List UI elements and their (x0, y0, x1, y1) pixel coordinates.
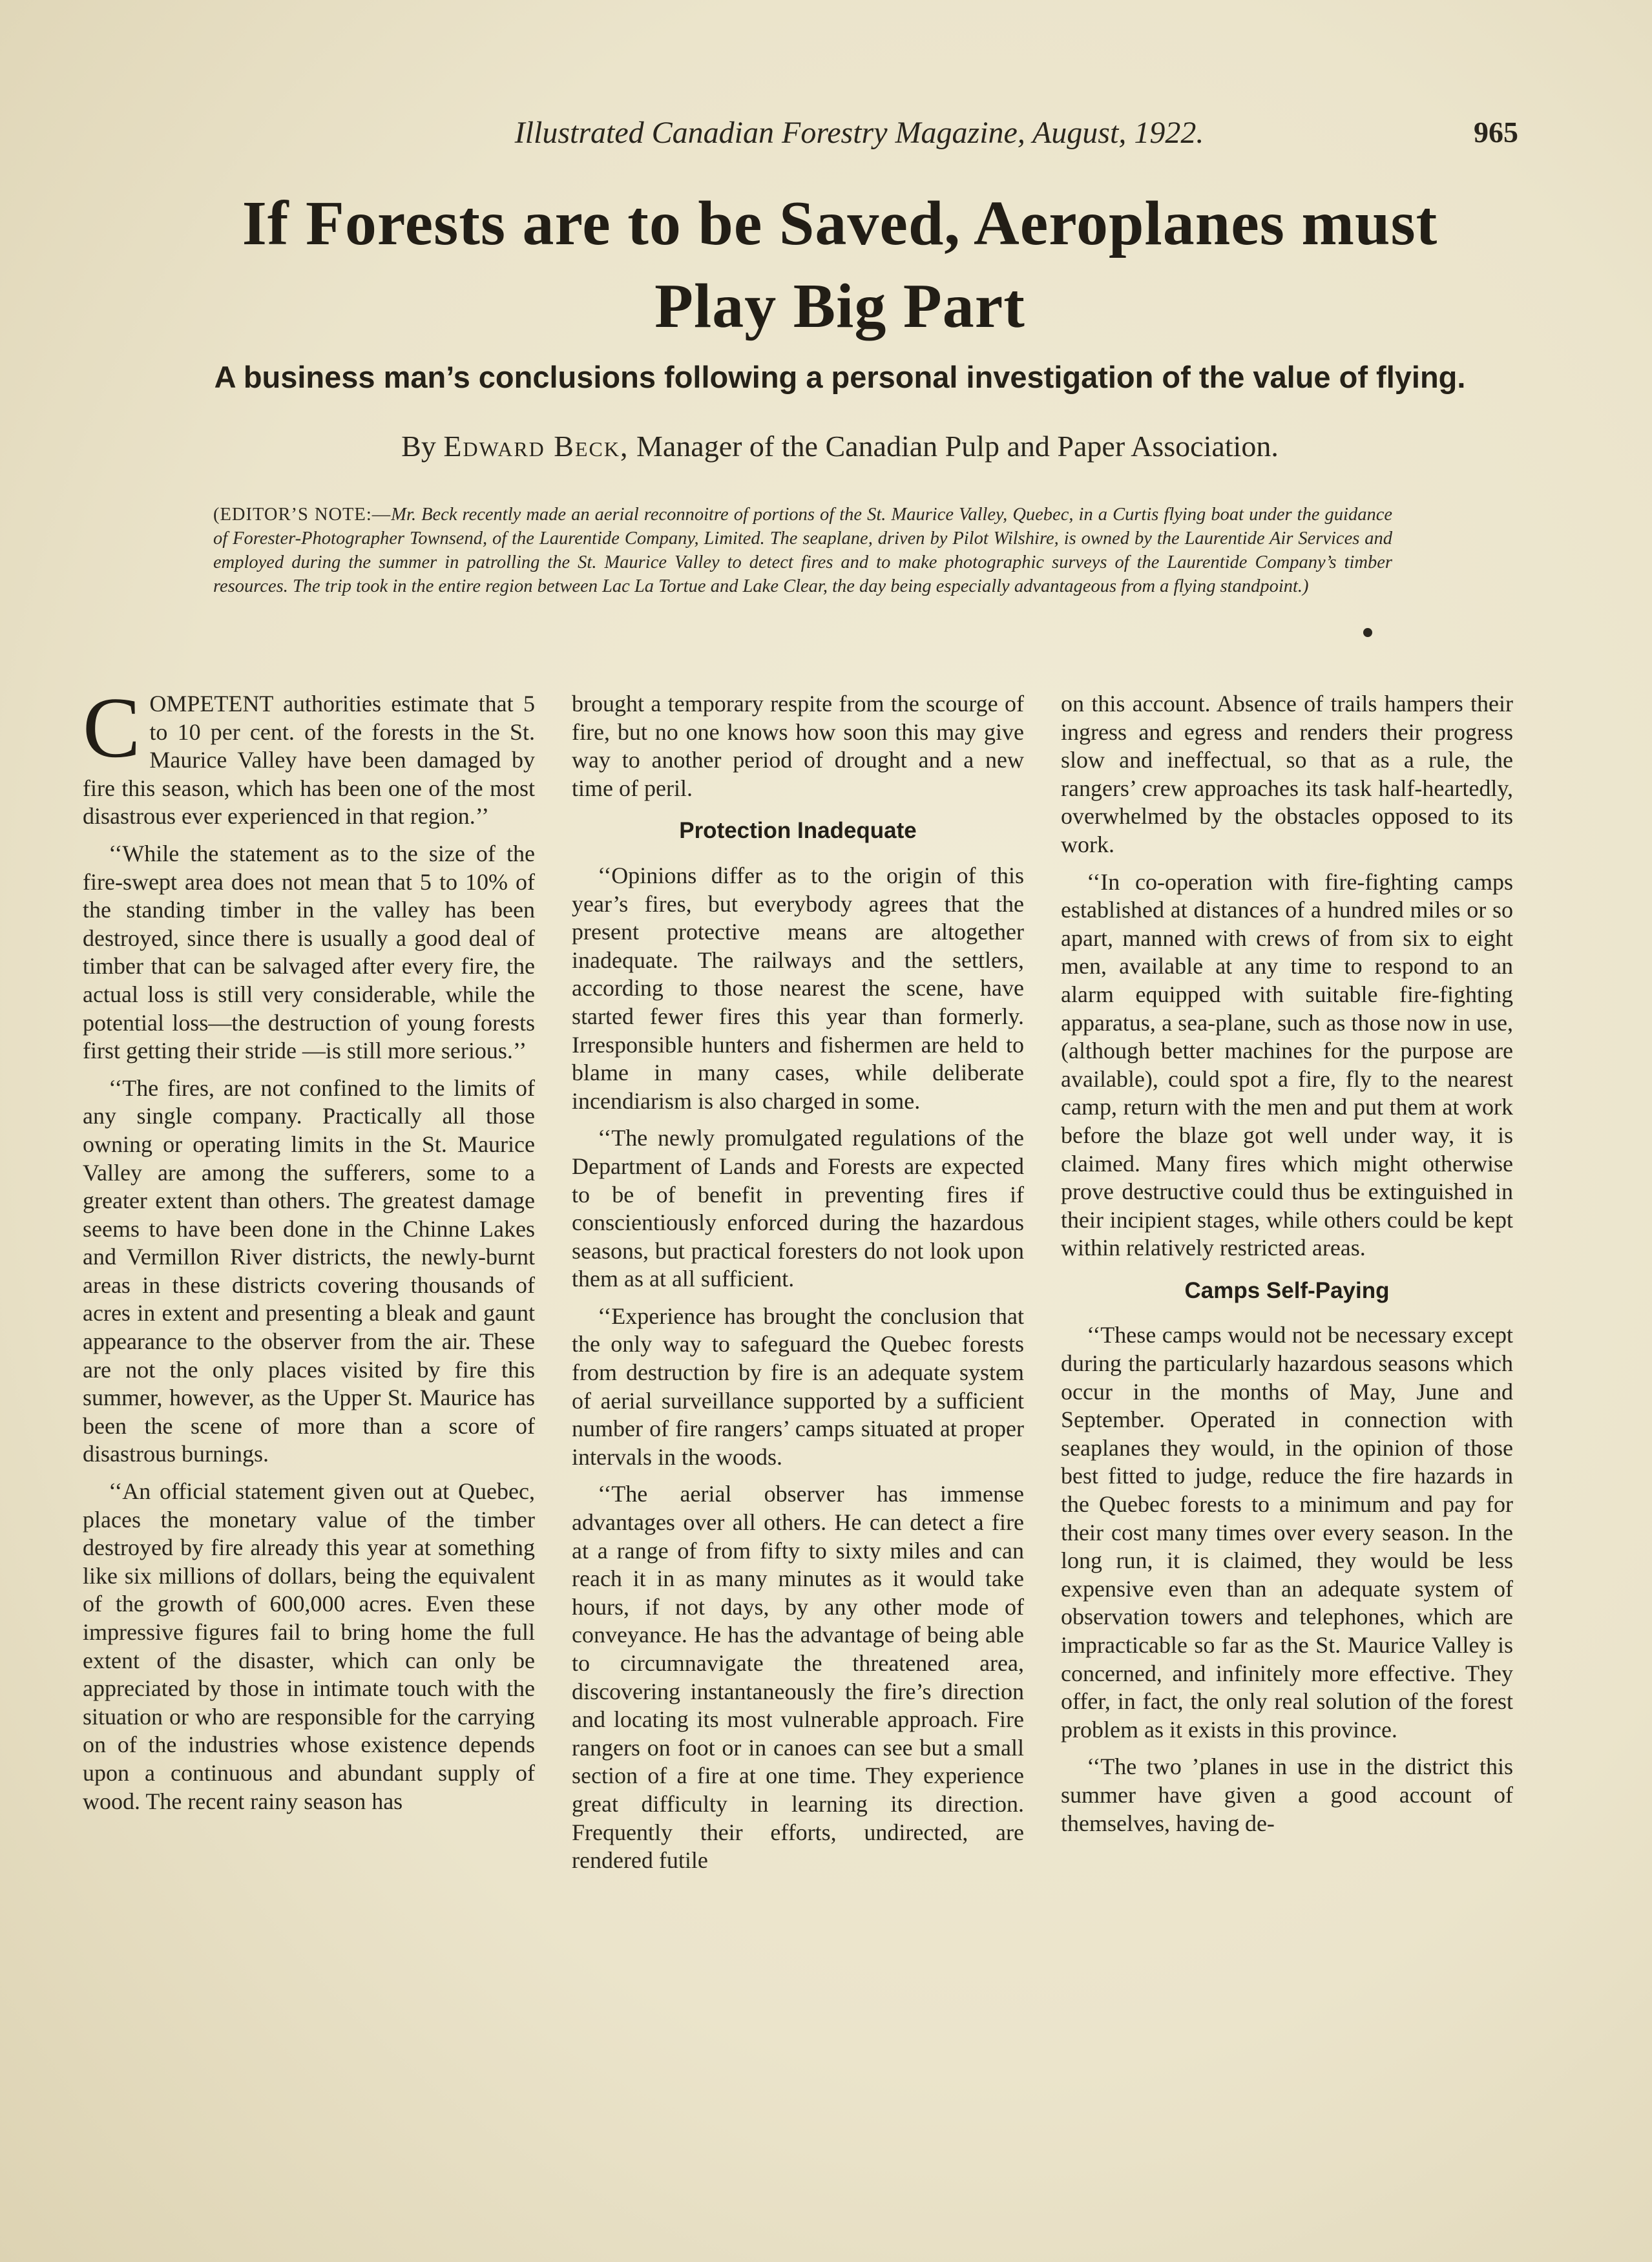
section-heading: Camps Self-Paying (1184, 1277, 1390, 1303)
article-column-2 (572, 690, 1024, 1884)
paragraph: ‘‘The aerial observer has immense advantages over all others. He can detect a fire at a range of from fifty to sixty miles and can reach it in as many minutes as it would take hours, if not days, by any other mode of conveyance. He has the advantage of being able to circumnavigate the threatened area, discovering instantaneously the fire’s direction and locating its most vulnerable approach. Fire rangers on foot or in canoes can see but a small section of a fire at one time. They experience great difficulty in learning its direction. Frequently their efforts, undirected, are rendered futile (572, 1481, 1024, 1874)
headline-line-2: Play Big Part (654, 271, 1025, 341)
headline (65, 182, 1615, 348)
paragraph: ‘‘The fires, are not confined to the limits of any single company. Practically all those owning or operating limits in the St. Maurice Valley are among the sufferers, some to a greater extent than others. The greatest damage seems to have been done in the Chinne Lakes and Vermillon River districts, the newly-burnt areas in these districts covering thousands of acres in extent and presenting a bleak and gaunt appearance to the observer from the air. These are not the only places visited by fire this summer, however, as the Upper St. Maurice has been the scene of more than a score of disastrous burnings. (83, 1074, 535, 1467)
ornament-dot (1363, 628, 1372, 637)
paragraph: ‘‘These camps would not be necessary except during the particularly hazardous seasons which occur in the months of May, June and September. Operated in connection with seaplanes they would, in the opinion of those best fitted to judge, reduce the fire hazards in the Quebec forests to a minimum and pay for their cost many times over every season. In the long run, it is claimed, they would be less expensive even than an adequate system of observation towers and telephones, which are impracticable so far as the St. Maurice Valley is concerned, and infinitely more effective. They offer, in fact, the only real solution of the forest problem as it exists in this province. (1061, 1322, 1513, 1743)
byline-prefix: By (401, 430, 436, 463)
editors-note-lead: (EDITOR’S NOTE:— (213, 505, 392, 525)
article-column-1 (83, 680, 535, 1825)
section-heading: Protection Inadequate (679, 818, 917, 844)
drop-cap: C (83, 680, 141, 775)
page-number: 965 (1474, 116, 1518, 149)
paragraph: ‘‘Opinions differ as to the origin of this year’s fires, but everybody agrees that the present protective means are altogether inadequate. The railways and the settlers, according to those nearest the scene, have started fewer fires this year than formerly. Irresponsible hunters and fishermen are held to blame in many cases, while deliberate incendiarism is also charged in some. (572, 862, 1024, 1114)
byline-author: Edward Beck, (443, 430, 629, 463)
paragraph: brought a temporary respite from the scourge of fire, but no one knows how soon this may give way to another period of drought and a new time of peril. (572, 691, 1024, 801)
paragraph-text: OMPETENT authorities estimate that 5 to 10 per cent. of the forests in the St. Maurice Valley have been damaged by fire this season, which has been one of the most disastrous ever experienced in that region.’’ (83, 691, 535, 830)
byline-affiliation: Manager of the Canadian Pulp and Paper Association. (636, 430, 1279, 463)
headline-line-1: If Forests are to be Saved, Aeroplanes must (242, 189, 1438, 258)
article-column-3 (1061, 690, 1513, 1847)
paragraph: on this account. Absence of trails hampers their ingress and egress and renders their progress slow and ineffectual, so that as a rule, the rangers’ crew approaches its task half-heartedly, overwhelmed by the obstacles opposed to its work. (1061, 691, 1513, 857)
paragraph: ‘‘The two ’planes in use in the district this summer have given a good account of themselves, having de- (1061, 1754, 1513, 1836)
subheadline: A business man’s conclusions following a personal investigation of the value of flying. (214, 360, 1466, 394)
running-head: Illustrated Canadian Forestry Magazine, August, 1922. (514, 116, 1204, 150)
paragraph: ‘‘The newly promulgated regulations of the Department of Lands and Forests are expected to be of benefit in preventing fires if conscientiously enforced during the hazardous seasons, but practical foresters do not look upon them as at all sufficient. (572, 1125, 1024, 1292)
paragraph: ‘‘In co-operation with fire-fighting camps established at distances of a hundred miles or so apart, manned with crews of from six to eight men, available at any time to respond to an alarm equipped with suitable fire-fighting apparatus, a sea-plane, such as those now in use, (although better machines for the purpose are available), could spot a fire, fly to the nearest camp, return with the men and put them at work before the blaze got well under way, it is claimed. Many fires which might otherwise prove destructive could thus be extinguished in their incipient stages, while others could be kept within relatively restricted areas. (1061, 868, 1513, 1261)
paragraph: ‘‘An official statement given out at Quebec, places the monetary value of the timber destroyed by fire already this year at something like six millions of dollars, being the equivalent of the growth of 600,000 acres. Even these impressive figures fail to bring home the full extent of the disaster, which can only be appreciated by those in intimate touch with the situation or who are responsible for the carrying on of the industries whose existence depends upon a continuous and abundant supply of wood. The recent rainy season has (83, 1478, 535, 1814)
paragraph: ‘‘While the statement as to the size of the fire-swept area does not mean that 5 to 10% of the standing timber in the valley has been destroyed, since there is usually a good deal of timber that can be salvaged after every fire, the actual loss is still very considerable, while the potential loss—the destruction of young forests first getting their stride —is still more serious.’’ (83, 840, 535, 1064)
editors-note-text: Mr. Beck recently made an aerial reconnoitre of portions of the St. Maurice Valley, Quebec, in a Curtis flying boat under the guidance of Forester-Photographer Townsend, of the Laurentide Company, Limited. The seaplane, driven by Pilot Wilshire, is owned by the Laurentide Air Services and employed during the summer in patrolling the St. Maurice Valley to detect fires and to make photographic surveys of the Laurentide Company’s timber resources. The trip took in the entire region between Lac La Tortue and Lake Clear, the day being especially advantageous from a flying standpoint.) (213, 505, 1392, 596)
byline (65, 429, 1615, 463)
paragraph: ‘‘Experience has brought the conclusion that the only way to safeguard the Quebec forests from destruction by fire is an adequate system of aerial surveillance supported by a sufficient number of fire rangers’ camps situated at proper intervals in the woods. (572, 1303, 1024, 1470)
editors-note (213, 503, 1392, 598)
paragraph (83, 680, 535, 831)
